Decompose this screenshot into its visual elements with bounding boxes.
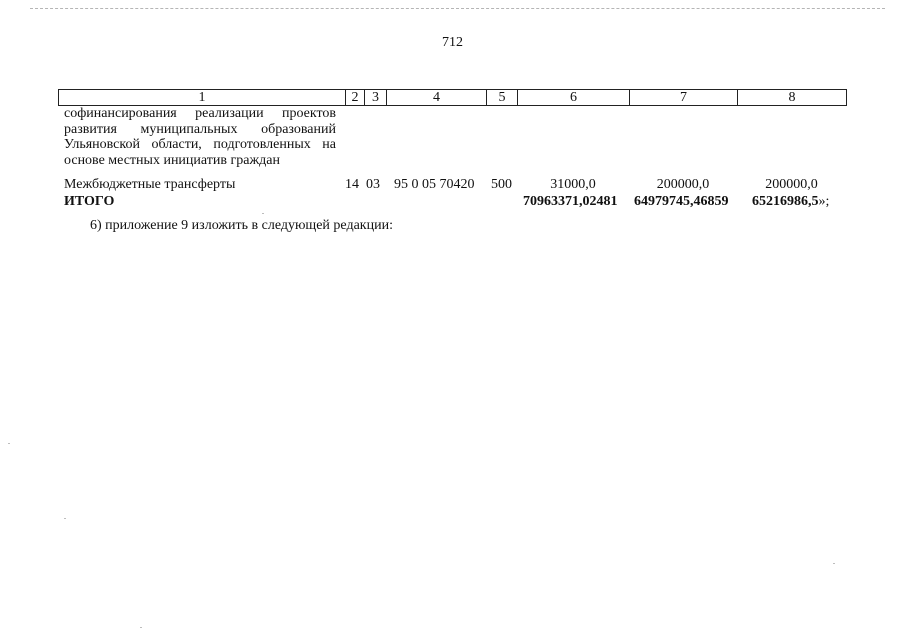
total-row-col8: [752, 194, 829, 210]
column-header-1: 1: [59, 90, 346, 106]
table-header-row: [58, 89, 847, 106]
scan-speck: [262, 213, 264, 214]
row-description: [64, 106, 336, 168]
column-header-2: 2: [346, 90, 365, 106]
total-row-col6: 70963371,02481: [523, 194, 618, 209]
scan-speck: [140, 627, 142, 628]
column-header-7: 7: [630, 90, 738, 106]
transfer-row-name: Межбюджетные трансферты: [64, 177, 236, 192]
total-row-col8-suffix: »;: [818, 194, 830, 209]
paragraph-text: 6) приложение 9 изложить в следующей редакции:: [90, 218, 393, 233]
scan-speck: [64, 518, 66, 519]
transfer-row-col5: 500: [491, 177, 512, 192]
transfer-row-col3: 03: [366, 177, 380, 192]
description-line: развития муниципальных образований: [64, 121, 336, 137]
scan-speck: [833, 563, 835, 564]
total-row-col8-value: 65216986,5: [752, 194, 819, 209]
description-line: Ульяновской области, подготовленных на: [64, 137, 336, 153]
total-row-col7: 64979745,46859: [634, 194, 729, 209]
scan-speck: [8, 443, 10, 444]
column-header-6: 6: [518, 90, 630, 106]
page-number: 712: [442, 35, 463, 50]
transfer-row-col7: 200000,0: [656, 177, 710, 192]
transfer-row-col6: 31000,0: [550, 177, 596, 192]
scan-artifact-line: [30, 8, 885, 9]
transfer-row-col8: 200000,0: [765, 177, 818, 192]
total-row-name: ИТОГО: [64, 194, 115, 209]
column-header-4: 4: [387, 90, 487, 106]
column-header-5: 5: [487, 90, 518, 106]
column-header-3: 3: [365, 90, 387, 106]
transfer-row-col4: 95 0 05 70420: [394, 177, 475, 192]
transfer-row-col2: 14: [345, 177, 359, 192]
column-header-8: 8: [738, 90, 847, 106]
description-line: основе местных инициатив граждан: [64, 152, 280, 168]
description-line: софинансирования реализации проектов: [64, 106, 336, 121]
